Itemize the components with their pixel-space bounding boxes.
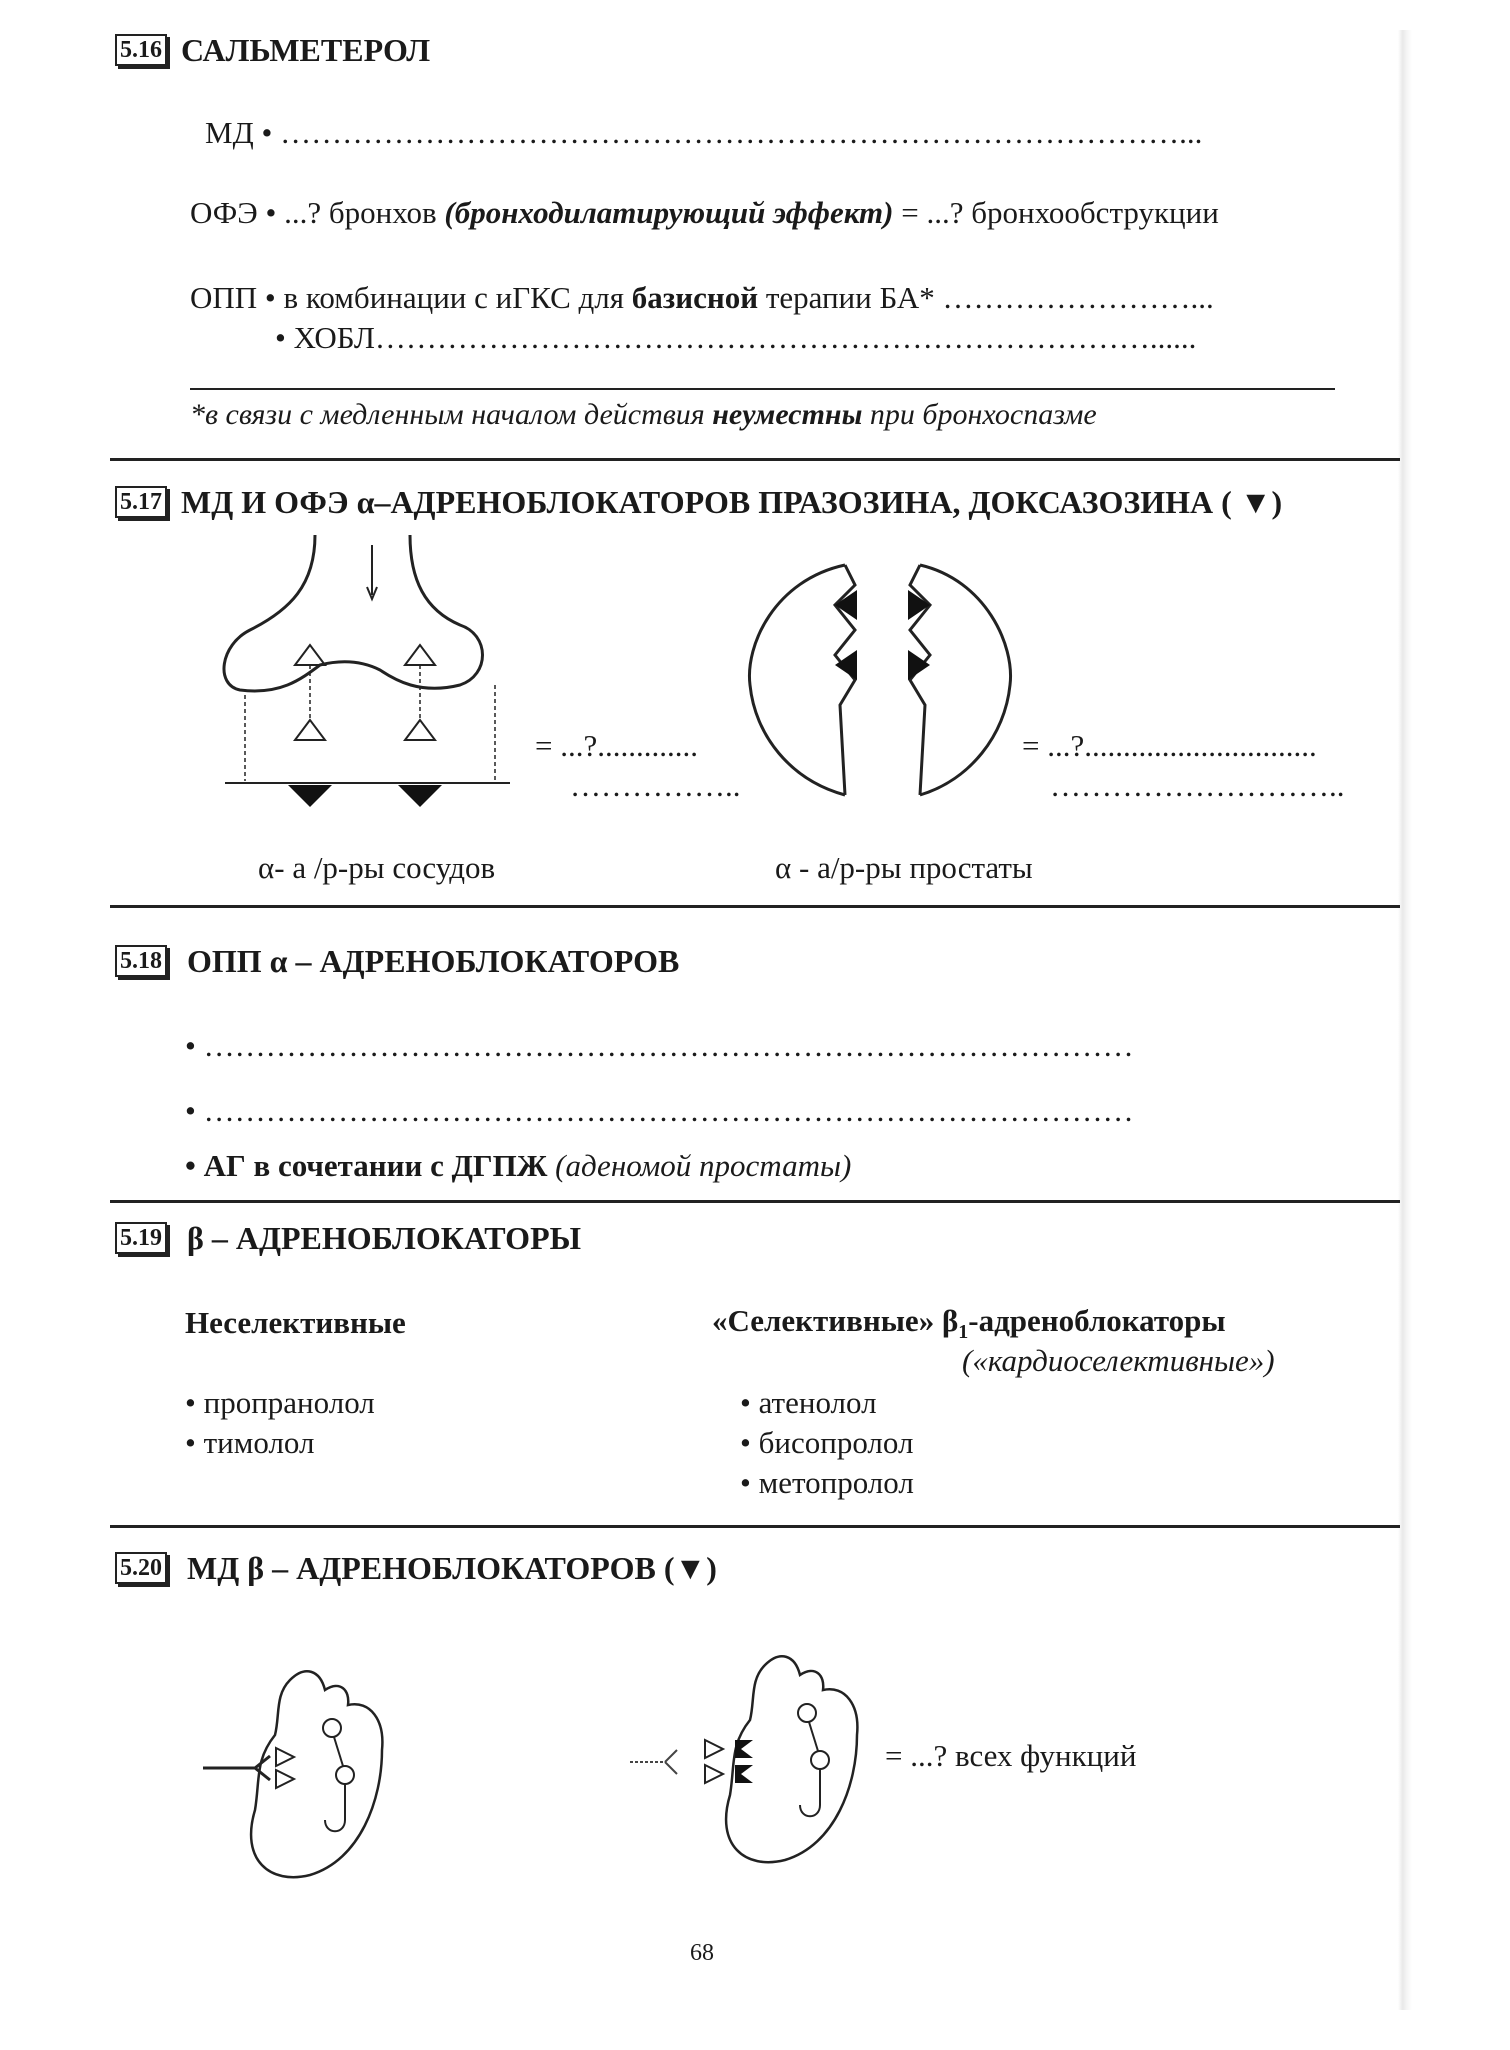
footnote-rule [190, 388, 1335, 390]
section-title: МД И ОФЭ α–АДРЕНОБЛОКАТОРОВ ПРАЗОЗИНА, ДОКСАЗОЗИНА ( ▼) [181, 484, 1283, 520]
section-5-18-header [115, 943, 679, 980]
selective-subtitle: («кардиоселективные») [962, 1343, 1275, 1378]
opp-bullet-2: • ……………………………………………………………………………… [185, 1093, 1134, 1128]
section-number: 5.18 [115, 945, 167, 977]
heart-blocker-diagram [625, 1650, 865, 1880]
prostate-effect-line1: = ...?.............................. [1022, 728, 1317, 763]
section-5-16-header [115, 32, 430, 69]
section-5-20-header [115, 1550, 717, 1587]
vascular-synapse-diagram [220, 535, 520, 815]
selective-item-3: • метопролол [740, 1465, 914, 1500]
md-line: МД • ……………………………………………………………………………... [205, 115, 1203, 150]
label-vessel-receptors: α- а /р-ры сосудов [258, 850, 496, 885]
label-prostate-receptors: α - а/р-ры простаты [775, 850, 1033, 885]
selective-item-1: • атенолол [740, 1385, 877, 1420]
ofe-effect: (бронходилатирующий эффект) [444, 195, 894, 230]
footnote [190, 398, 1097, 432]
blocker-triangles [288, 785, 442, 807]
selective-title-text: «Селективные» β [712, 1303, 959, 1338]
section-divider [110, 905, 1400, 908]
selective-item-2: • бисопролол [740, 1425, 914, 1460]
section-divider [110, 1525, 1400, 1528]
section-title: МД β – АДРЕНОБЛОКАТОРОВ (▼) [187, 1550, 717, 1586]
copd-line: • ХОБЛ…………………………………………………………………...... [275, 320, 1197, 355]
ofe-text: ОФЭ • ...? бронхов [190, 195, 445, 230]
nonselective-title: Неселективные [185, 1305, 406, 1340]
opp-tail: терапии БА* ……………………... [758, 280, 1214, 315]
nonselective-item-1: • пропранолол [185, 1385, 375, 1420]
section-title: ОПП α – АДРЕНОБЛОКАТОРОВ [187, 943, 680, 979]
section-title: САЛЬМЕТЕРОЛ [181, 32, 431, 68]
bullet-3-italic: (аденомой простаты) [547, 1148, 852, 1183]
page-number: 68 [690, 1940, 714, 1966]
footnote-tail: при бронхоспазме [862, 398, 1097, 431]
section-divider [110, 458, 1400, 461]
ofe-line [190, 195, 1219, 231]
opp-bold: базисной [631, 280, 759, 315]
section-title: β – АДРЕНОБЛОКАТОРЫ [187, 1220, 582, 1256]
opp-text: ОПП • в комбинации с иГКС для [190, 280, 632, 315]
section-5-17-header [115, 484, 1282, 521]
section-number: 5.19 [115, 1222, 167, 1254]
selective-subscript: 1 [958, 1321, 969, 1344]
opp-bullet-3 [185, 1148, 851, 1184]
prostate-diagram [745, 555, 1020, 800]
section-5-19-header [115, 1220, 581, 1257]
footnote-text: *в связи с медленным началом действия [190, 398, 713, 431]
all-functions-effect: = ...? всех функций [885, 1738, 1137, 1773]
section-divider [110, 1200, 1400, 1203]
section-number: 5.17 [115, 486, 167, 518]
vessels-effect-line2: …………….. [570, 768, 741, 803]
prostate-effect-line2: ……………………….. [1050, 768, 1345, 803]
nonselective-item-2: • тимолол [185, 1425, 315, 1460]
bullet-3-bold: • АГ в сочетании с ДГПЖ [185, 1148, 548, 1183]
opp-line [190, 280, 1214, 316]
section-number: 5.16 [115, 34, 167, 66]
page-edge-shadow [1398, 30, 1412, 2010]
selective-title-tail: -адреноблокаторы [968, 1303, 1226, 1338]
ofe-result: = ...? бронхообструкции [893, 195, 1219, 230]
selective-title [712, 1303, 1226, 1344]
section-number: 5.20 [115, 1552, 167, 1584]
footnote-bold: неуместны [712, 398, 863, 431]
heart-agonist-diagram [200, 1660, 420, 1890]
agonist-triangles [295, 645, 435, 740]
opp-bullet-1: • ……………………………………………………………………………… [185, 1028, 1134, 1063]
vessels-effect-line1: = ...?............. [535, 728, 698, 763]
